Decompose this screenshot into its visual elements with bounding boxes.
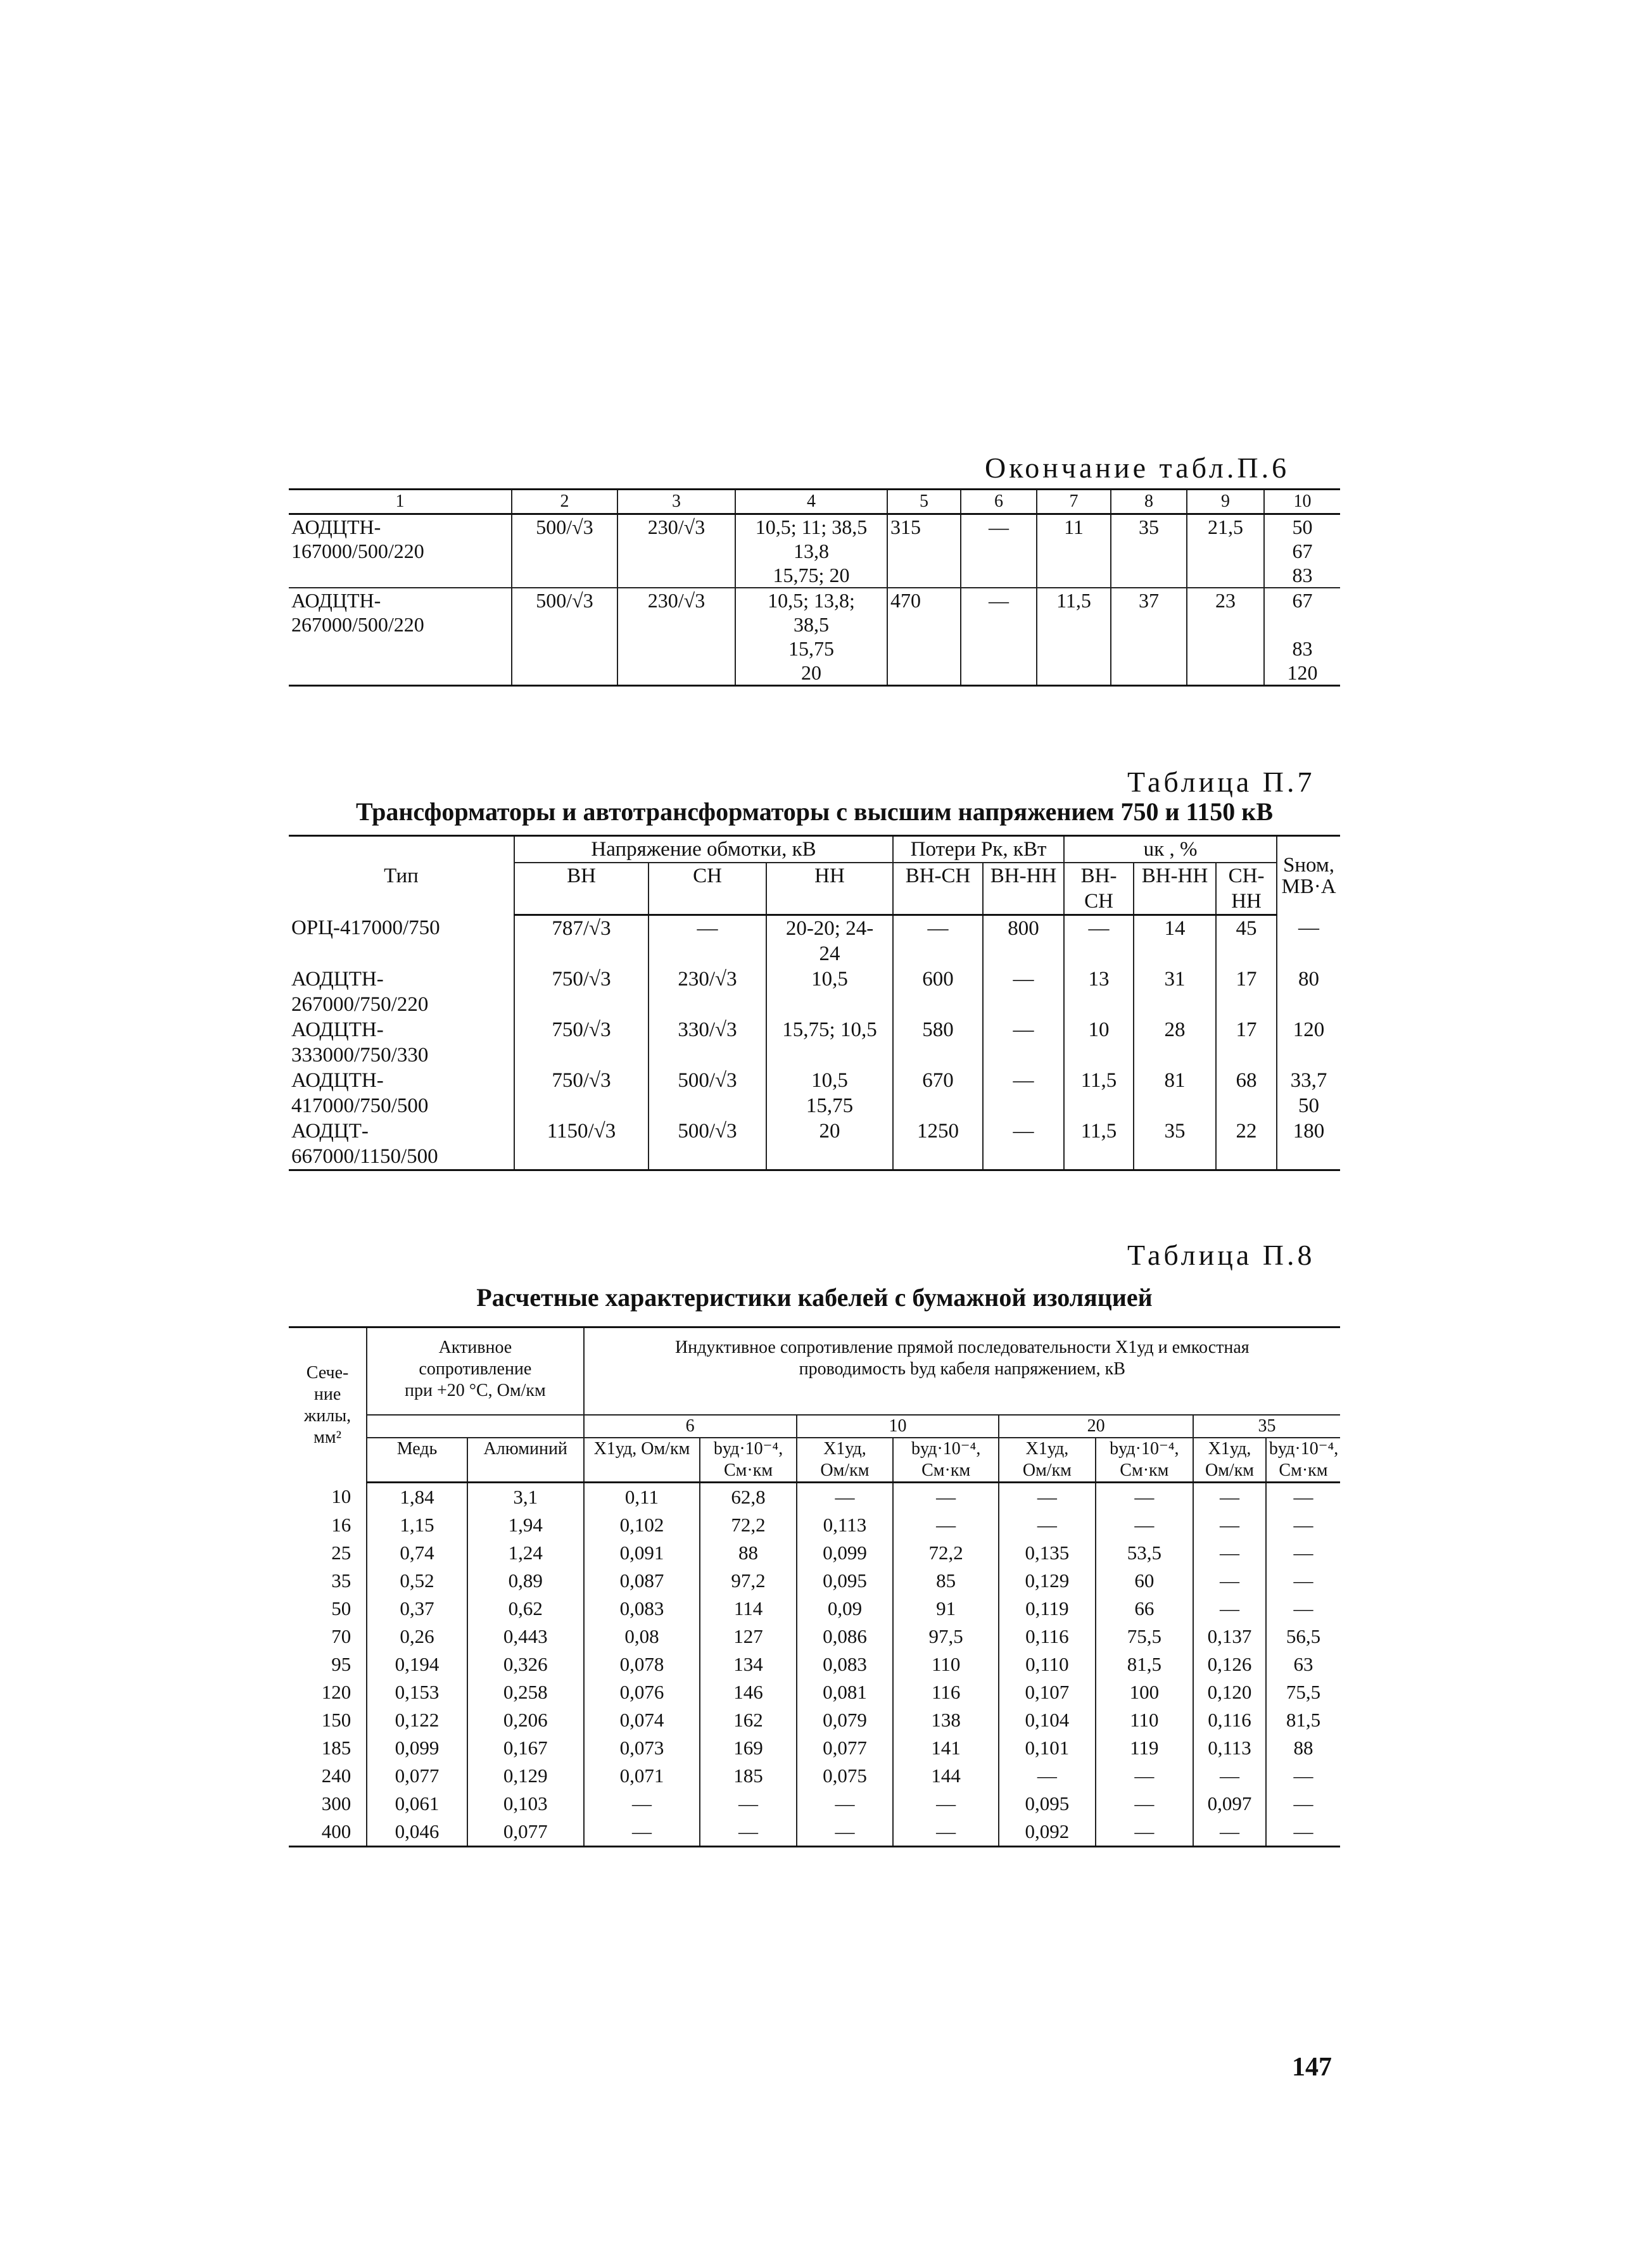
table-cell: 180 bbox=[1277, 1118, 1340, 1170]
table6-header-cell: 3 bbox=[617, 490, 735, 514]
table-cell: 300 bbox=[321, 1792, 351, 1815]
table-cell: 146 bbox=[700, 1678, 796, 1706]
table-cell: 787/√3 bbox=[514, 915, 649, 967]
table-cell: — bbox=[1266, 1483, 1340, 1512]
table-cell: 750/√3 bbox=[514, 966, 649, 1017]
table-cell: 95 bbox=[331, 1653, 351, 1675]
table-cell: 31 bbox=[1134, 966, 1216, 1017]
table7-header-losses: Потери Pк, кВт bbox=[893, 836, 1064, 863]
table-cell: — bbox=[1096, 1483, 1194, 1512]
table-cell: 0,62 bbox=[467, 1595, 584, 1623]
table-row bbox=[289, 1595, 1340, 1623]
table-cell: — bbox=[983, 1118, 1064, 1170]
table-cell: АОДЦТН- 167000/500/220 bbox=[289, 514, 512, 588]
table-cell: 230/√3 bbox=[617, 588, 735, 686]
table-cell: 470 bbox=[887, 588, 961, 686]
table-cell: 116 bbox=[893, 1678, 999, 1706]
table-cell: 1,24 bbox=[467, 1539, 584, 1567]
table-cell: 22 bbox=[1216, 1118, 1277, 1170]
table-cell: 0,258 bbox=[467, 1678, 584, 1706]
table-cell: 0,103 bbox=[467, 1790, 584, 1818]
table-cell: 1,15 bbox=[367, 1511, 467, 1539]
table-cell: — bbox=[1193, 1539, 1266, 1567]
table-cell: 63 bbox=[1266, 1650, 1340, 1678]
table7-subheader-cell: ВН-СН bbox=[893, 863, 983, 915]
table-cell: 0,095 bbox=[797, 1567, 893, 1595]
table-cell: 169 bbox=[700, 1734, 796, 1762]
table-cell: 13 bbox=[1064, 966, 1134, 1017]
table-cell: 11,5 bbox=[1064, 1118, 1134, 1170]
table-cell: — bbox=[584, 1790, 700, 1818]
table-row bbox=[289, 1511, 1340, 1539]
table-cell: АОДЦТН- 333000/750/330 bbox=[291, 1018, 429, 1067]
table-cell: 0,135 bbox=[999, 1539, 1095, 1567]
table6-header-cell: 5 bbox=[887, 490, 961, 514]
table-cell: 800 bbox=[983, 915, 1064, 967]
table-cell: 500/√3 bbox=[649, 1068, 766, 1118]
table-row bbox=[289, 915, 1340, 967]
table-cell: 150 bbox=[321, 1709, 351, 1731]
table-cell: 88 bbox=[700, 1539, 796, 1567]
table-row bbox=[289, 1483, 1340, 1512]
table-cell: — bbox=[961, 514, 1037, 588]
table8-subheader-cell: X1уд, Ом/км bbox=[999, 1438, 1095, 1483]
table-cell: 240 bbox=[321, 1764, 351, 1787]
table-cell: 0,26 bbox=[367, 1623, 467, 1650]
table-cell: 0,37 bbox=[367, 1595, 467, 1623]
table6-header-row bbox=[289, 490, 1340, 514]
table8-voltage-cell: 10 bbox=[797, 1415, 999, 1438]
table-cell: 185 bbox=[700, 1762, 796, 1790]
table8-subheader-cell: X1уд, Ом/км bbox=[1193, 1438, 1266, 1483]
table-cell: 1,94 bbox=[467, 1511, 584, 1539]
table-cell: 88 bbox=[1266, 1734, 1340, 1762]
table-cell: 0,081 bbox=[797, 1678, 893, 1706]
table-cell: — bbox=[893, 1511, 999, 1539]
table-cell: — bbox=[893, 1790, 999, 1818]
table8-subheader-cell: X1уд, Ом/км bbox=[584, 1438, 700, 1483]
table-cell: 0,206 bbox=[467, 1706, 584, 1734]
table-cell: 10,5; 13,8; 38,5 15,75 20 bbox=[735, 588, 887, 686]
table-cell: 0,078 bbox=[584, 1650, 700, 1678]
table-cell: 0,89 bbox=[467, 1567, 584, 1595]
table-cell: — bbox=[893, 1818, 999, 1847]
table7-header-voltage: Напряжение обмотки, кВ bbox=[514, 836, 893, 863]
table-cell: 500/√3 bbox=[512, 514, 617, 588]
table-cell: 110 bbox=[1096, 1706, 1194, 1734]
table-cell: — bbox=[1193, 1567, 1266, 1595]
table-cell: — bbox=[999, 1511, 1095, 1539]
table-cell: 0,122 bbox=[367, 1706, 467, 1734]
table-cell: 1,84 bbox=[367, 1483, 467, 1512]
table8-subheader-cell: Медь bbox=[367, 1438, 467, 1483]
table7-subheader-cell: ВН- СН bbox=[1064, 863, 1134, 915]
table-row bbox=[289, 1678, 1340, 1706]
table-cell: 0,129 bbox=[999, 1567, 1095, 1595]
table-row bbox=[289, 966, 1340, 1017]
table6 bbox=[289, 488, 1340, 687]
table-cell: 97,2 bbox=[700, 1567, 796, 1595]
table-cell: 50 bbox=[331, 1597, 351, 1619]
table-cell: 119 bbox=[1096, 1734, 1194, 1762]
table-cell: 0,137 bbox=[1193, 1623, 1266, 1650]
table8-subheader-cell: Алюминий bbox=[467, 1438, 584, 1483]
table6-header-cell: 7 bbox=[1037, 490, 1111, 514]
table7-header-snom: Sном, МВ·А bbox=[1277, 836, 1340, 915]
table-cell: 62,8 bbox=[700, 1483, 796, 1512]
table-cell: 0,079 bbox=[797, 1706, 893, 1734]
table-cell: — bbox=[1266, 1818, 1340, 1847]
table-cell: 0,326 bbox=[467, 1650, 584, 1678]
table-cell: 53,5 bbox=[1096, 1539, 1194, 1567]
table-cell: АОДЦТ- 667000/1150/500 bbox=[289, 1118, 514, 1170]
table-cell: 3,1 bbox=[467, 1483, 584, 1512]
table-cell: — bbox=[999, 1483, 1095, 1512]
table-cell: 110 bbox=[893, 1650, 999, 1678]
table-cell: ОРЦ-417000/750 bbox=[291, 916, 440, 939]
table7-subheader-cell: ВН-НН bbox=[1134, 863, 1216, 915]
table-cell: 230/√3 bbox=[617, 514, 735, 588]
table-cell: 0,52 bbox=[367, 1567, 467, 1595]
table-cell: — bbox=[1266, 1567, 1340, 1595]
table-cell: — bbox=[1193, 1818, 1266, 1847]
table-cell: 0,061 bbox=[367, 1790, 467, 1818]
table-cell: 400 bbox=[289, 1818, 367, 1847]
table-row bbox=[289, 1118, 1340, 1170]
table-cell: 20-20; 24- 24 bbox=[766, 915, 893, 967]
table-cell: 11,5 bbox=[1037, 588, 1111, 686]
table-cell: 0,74 bbox=[367, 1539, 467, 1567]
table-cell: 14 bbox=[1134, 915, 1216, 967]
table-cell: 11,5 bbox=[1064, 1068, 1134, 1118]
table8-title: Расчетные характеристики кабелей с бумажной изоляцией bbox=[476, 1283, 1153, 1312]
table-cell: 80 bbox=[1277, 966, 1340, 1017]
table-row bbox=[289, 1623, 1340, 1650]
table8-subheader-cell: bуд·10⁻⁴, См·км bbox=[893, 1438, 999, 1483]
table-cell: 10,5 bbox=[766, 966, 893, 1017]
table-cell: — bbox=[1193, 1762, 1266, 1790]
table-cell: — bbox=[983, 1017, 1064, 1068]
table-cell: — bbox=[1096, 1762, 1194, 1790]
table8-voltage-cell: 6 bbox=[584, 1415, 797, 1438]
table6-header-cell: 10 bbox=[1264, 490, 1340, 514]
table-row bbox=[289, 1762, 1340, 1790]
table8-caption: Таблица П.8 bbox=[1127, 1239, 1315, 1271]
table-cell: — bbox=[1266, 1539, 1340, 1567]
table-cell: 17 bbox=[1216, 966, 1277, 1017]
table-cell: 0,086 bbox=[797, 1623, 893, 1650]
table8-header-active-spacer bbox=[367, 1415, 583, 1438]
table-row bbox=[289, 1734, 1340, 1762]
table-cell: 0,073 bbox=[584, 1734, 700, 1762]
table-cell: — bbox=[999, 1762, 1095, 1790]
table7-subheader-cell: ВН bbox=[514, 863, 649, 915]
table-cell: 17 bbox=[1216, 1017, 1277, 1068]
table-cell: 56,5 bbox=[1266, 1623, 1340, 1650]
table8-subheader-cell: bуд·10⁻⁴, См·км bbox=[700, 1438, 796, 1483]
table-cell: — bbox=[1096, 1790, 1194, 1818]
table-cell: — bbox=[1096, 1511, 1194, 1539]
table-cell: — bbox=[961, 588, 1037, 686]
table-cell: — bbox=[1266, 1511, 1340, 1539]
table-row bbox=[289, 1790, 1340, 1818]
table-cell: 0,077 bbox=[467, 1818, 584, 1847]
table-cell: 72,2 bbox=[700, 1511, 796, 1539]
table8-header-section: Сече- ние жилы, мм² bbox=[289, 1327, 367, 1483]
table-cell: 0,116 bbox=[999, 1623, 1095, 1650]
table-cell: 0,083 bbox=[584, 1595, 700, 1623]
table-cell: 23 bbox=[1187, 588, 1264, 686]
table7-subheader-cell: ВН-НН bbox=[983, 863, 1064, 915]
table-row bbox=[289, 1068, 1340, 1118]
table-cell: — bbox=[1096, 1818, 1194, 1847]
table8-subheader-cell: bуд·10⁻⁴, См·км bbox=[1266, 1438, 1340, 1483]
table-cell: 0,087 bbox=[584, 1567, 700, 1595]
table-cell: 141 bbox=[893, 1734, 999, 1762]
table7-caption: Таблица П.7 bbox=[1127, 766, 1315, 798]
table8-voltage-cell: 35 bbox=[1193, 1415, 1340, 1438]
table-cell: 0,116 bbox=[1193, 1706, 1266, 1734]
table-row bbox=[289, 1567, 1340, 1595]
table-cell: 600 bbox=[893, 966, 983, 1017]
table-cell: 120 bbox=[1277, 1017, 1340, 1068]
table-cell: — bbox=[797, 1483, 893, 1512]
table-cell: 0,443 bbox=[467, 1623, 584, 1650]
table-cell: 0,119 bbox=[999, 1595, 1095, 1623]
table-cell: 0,074 bbox=[584, 1706, 700, 1734]
table-cell: 72,2 bbox=[893, 1539, 999, 1567]
table-cell: 75,5 bbox=[1266, 1678, 1340, 1706]
table-cell: 0,113 bbox=[797, 1511, 893, 1539]
table8-subheader-cell: X1уд, Ом/км bbox=[797, 1438, 893, 1483]
table-cell: — bbox=[797, 1818, 893, 1847]
table-cell: 0,107 bbox=[999, 1678, 1095, 1706]
table-cell: 10 bbox=[1064, 1017, 1134, 1068]
table-cell: 500/√3 bbox=[649, 1118, 766, 1170]
table-cell: 67 83 120 bbox=[1264, 588, 1340, 686]
table-row bbox=[289, 514, 1340, 588]
table-cell: — bbox=[649, 915, 766, 967]
table-cell: — bbox=[797, 1790, 893, 1818]
table-cell: 0,099 bbox=[797, 1539, 893, 1567]
table-cell: 35 bbox=[1134, 1118, 1216, 1170]
table-cell: 1250 bbox=[893, 1118, 983, 1170]
table-cell: — bbox=[1277, 915, 1340, 967]
table-cell: 35 bbox=[1111, 514, 1187, 588]
table6-header-cell: 4 bbox=[735, 490, 887, 514]
table-cell: 134 bbox=[700, 1650, 796, 1678]
table-cell: 10,5 15,75 bbox=[766, 1068, 893, 1118]
table-cell: 1150/√3 bbox=[514, 1118, 649, 1170]
table-cell: 0,09 bbox=[797, 1595, 893, 1623]
table-cell: 120 bbox=[321, 1681, 351, 1703]
table-cell: 0,129 bbox=[467, 1762, 584, 1790]
table-cell: — bbox=[700, 1818, 796, 1847]
table-cell: 0,077 bbox=[797, 1734, 893, 1762]
table-cell: 580 bbox=[893, 1017, 983, 1068]
table6-header-cell: 8 bbox=[1111, 490, 1187, 514]
table-cell: 315 bbox=[887, 514, 961, 588]
table-cell: АОДЦТН- 267000/750/220 bbox=[291, 968, 429, 1016]
table-row bbox=[289, 1539, 1340, 1567]
table-cell: 70 bbox=[331, 1625, 351, 1647]
table-cell: 91 bbox=[893, 1595, 999, 1623]
table-cell: 185 bbox=[321, 1737, 351, 1759]
table-cell: — bbox=[1064, 915, 1134, 967]
table-cell: 0,097 bbox=[1193, 1790, 1266, 1818]
table6-caption: Окончание табл.П.6 bbox=[985, 452, 1290, 484]
table-cell: 230/√3 bbox=[649, 966, 766, 1017]
table-cell: 21,5 bbox=[1187, 514, 1264, 588]
table-cell: 0,08 bbox=[584, 1623, 700, 1650]
table-cell: 10 bbox=[331, 1485, 351, 1507]
table8 bbox=[289, 1326, 1340, 1847]
table-cell: 85 bbox=[893, 1567, 999, 1595]
table-cell: 0,110 bbox=[999, 1650, 1095, 1678]
table-cell: 0,102 bbox=[584, 1511, 700, 1539]
table-cell: 0,126 bbox=[1193, 1650, 1266, 1678]
table8-header-inductive: Индуктивное сопротивление прямой последовательности X1уд и емкостная проводимость bуд кабеля напряжением, кВ bbox=[584, 1327, 1340, 1416]
table-cell: 0,092 bbox=[999, 1818, 1095, 1847]
table-cell: — bbox=[1266, 1790, 1340, 1818]
table7-subheader-cell: СН- НН bbox=[1216, 863, 1277, 915]
table-cell: — bbox=[1193, 1511, 1266, 1539]
table6-header-cell: 6 bbox=[961, 490, 1037, 514]
table-row bbox=[289, 1818, 1340, 1847]
table-cell: 50 67 83 bbox=[1264, 514, 1340, 588]
table-cell: 0,076 bbox=[584, 1678, 700, 1706]
table-cell: 0,194 bbox=[367, 1650, 467, 1678]
table-cell: 100 bbox=[1096, 1678, 1194, 1706]
table-cell: 33,7 50 bbox=[1277, 1068, 1340, 1118]
table7-subheader-cell: СН bbox=[649, 863, 766, 915]
table-cell: 0,153 bbox=[367, 1678, 467, 1706]
table-cell: — bbox=[893, 1483, 999, 1512]
table-cell: 0,091 bbox=[584, 1539, 700, 1567]
table-cell: 127 bbox=[700, 1623, 796, 1650]
table8-subheader-cell: bуд·10⁻⁴, См·км bbox=[1096, 1438, 1194, 1483]
table-row bbox=[289, 1017, 1340, 1068]
table-cell: 28 bbox=[1134, 1017, 1216, 1068]
table-cell: — bbox=[1193, 1595, 1266, 1623]
table-cell: АОДЦТН- 267000/500/220 bbox=[289, 588, 512, 686]
table8-header-active: Активное сопротивление при +20 °С, Ом/км bbox=[367, 1327, 583, 1416]
table-cell: 60 bbox=[1096, 1567, 1194, 1595]
table7-header-uk: uк , % bbox=[1064, 836, 1277, 863]
table-cell: — bbox=[893, 915, 983, 967]
table-cell: 0,120 bbox=[1193, 1678, 1266, 1706]
table-cell: 144 bbox=[893, 1762, 999, 1790]
table-cell: 97,5 bbox=[893, 1623, 999, 1650]
table-cell: 330/√3 bbox=[649, 1017, 766, 1068]
table-cell: 20 bbox=[766, 1118, 893, 1170]
table-cell: 10,5; 11; 38,5 13,8 15,75; 20 bbox=[735, 514, 887, 588]
table-cell: 750/√3 bbox=[514, 1017, 649, 1068]
table-cell: — bbox=[1266, 1595, 1340, 1623]
table-cell: 66 bbox=[1096, 1595, 1194, 1623]
table-cell: 162 bbox=[700, 1706, 796, 1734]
table-cell: 0,099 bbox=[367, 1734, 467, 1762]
table-cell: 114 bbox=[700, 1595, 796, 1623]
table-cell: 37 bbox=[1111, 588, 1187, 686]
table-cell: 45 bbox=[1216, 915, 1277, 967]
table-cell: 0,104 bbox=[999, 1706, 1095, 1734]
table-cell: 81,5 bbox=[1096, 1650, 1194, 1678]
table7-header-type: Тип bbox=[289, 836, 514, 915]
table-cell: 16 bbox=[331, 1514, 351, 1536]
table7 bbox=[289, 835, 1340, 1171]
page-number: 147 bbox=[1292, 2053, 1332, 2082]
table-cell: — bbox=[1266, 1762, 1340, 1790]
table7-title: Трансформаторы и автотрансформаторы с высшим напряжением 750 и 1150 кВ bbox=[355, 797, 1274, 826]
table-cell: 0,046 bbox=[367, 1818, 467, 1847]
table-cell: — bbox=[584, 1818, 700, 1847]
table-cell: 500/√3 bbox=[512, 588, 617, 686]
table-cell: 0,095 bbox=[999, 1790, 1095, 1818]
table-cell: 0,167 bbox=[467, 1734, 584, 1762]
table-cell: 0,101 bbox=[999, 1734, 1095, 1762]
table-cell: 11 bbox=[1037, 514, 1111, 588]
table-cell: — bbox=[983, 966, 1064, 1017]
table-cell: 68 bbox=[1216, 1068, 1277, 1118]
table-cell: 0,11 bbox=[584, 1483, 700, 1512]
table-cell: 750/√3 bbox=[514, 1068, 649, 1118]
table-cell: — bbox=[1193, 1483, 1266, 1512]
table-cell: 670 bbox=[893, 1068, 983, 1118]
table-cell: АОДЦТН- 417000/750/500 bbox=[291, 1069, 429, 1117]
table-cell: — bbox=[983, 1068, 1064, 1118]
table7-subheader-cell: НН bbox=[766, 863, 893, 915]
table-cell: 81,5 bbox=[1266, 1706, 1340, 1734]
table-cell: 0,083 bbox=[797, 1650, 893, 1678]
table-cell: 25 bbox=[331, 1542, 351, 1564]
table6-header-cell: 9 bbox=[1187, 490, 1264, 514]
table-cell: — bbox=[700, 1790, 796, 1818]
table-cell: 75,5 bbox=[1096, 1623, 1194, 1650]
table-cell: 0,113 bbox=[1193, 1734, 1266, 1762]
table8-voltage-cell: 20 bbox=[999, 1415, 1193, 1438]
table-row bbox=[289, 1706, 1340, 1734]
table-row bbox=[289, 588, 1340, 686]
table-cell: 0,077 bbox=[367, 1762, 467, 1790]
table6-header-cell: 2 bbox=[512, 490, 617, 514]
table-cell: 15,75; 10,5 bbox=[766, 1017, 893, 1068]
table6-header-cell: 1 bbox=[289, 490, 512, 514]
table-cell: 81 bbox=[1134, 1068, 1216, 1118]
table-cell: 0,075 bbox=[797, 1762, 893, 1790]
table-cell: 35 bbox=[331, 1569, 351, 1592]
table-row bbox=[289, 1650, 1340, 1678]
table-cell: 0,071 bbox=[584, 1762, 700, 1790]
table-cell: 138 bbox=[893, 1706, 999, 1734]
